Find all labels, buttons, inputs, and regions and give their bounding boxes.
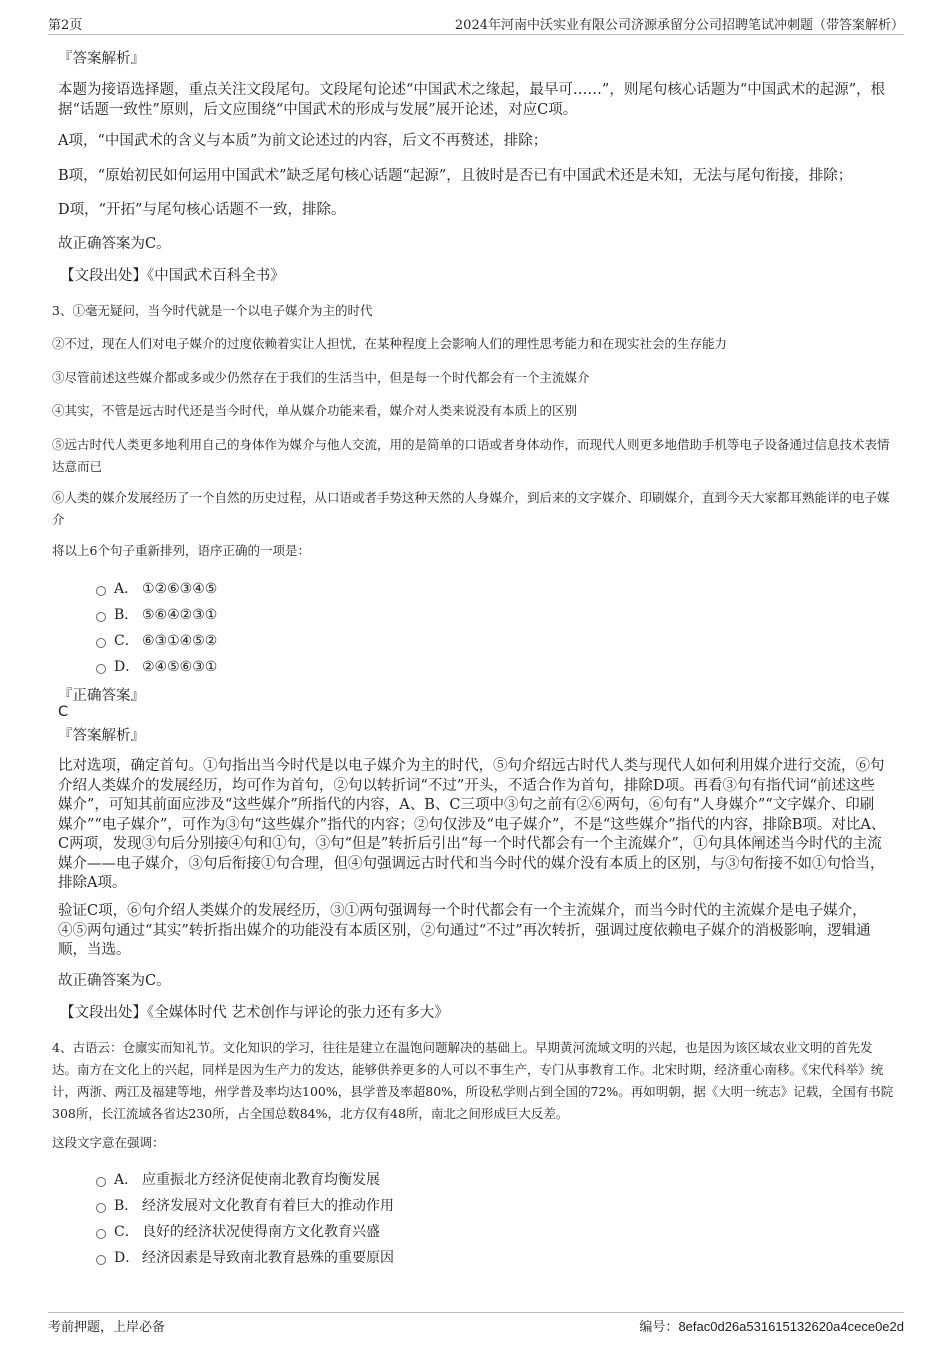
q3-sentence-4: ④其实，不管是远古时代还是当今时代，单从媒介功能来看，媒介对人类来说没有本质上的区别 bbox=[52, 403, 578, 418]
document-title: 2024年河南中沃实业有限公司济源承留分公司招聘笔试冲刺题（带答案解析） bbox=[454, 18, 904, 33]
page-number: 第2页 bbox=[48, 18, 83, 33]
radio-icon[interactable] bbox=[96, 1203, 106, 1213]
page-footer bbox=[48, 1312, 904, 1336]
radio-icon[interactable] bbox=[96, 1177, 106, 1187]
q3-sentence-5: ⑤远古时代人类更多地利用自己的身体作为媒介与他人交流，用的是简单的口语或者身体动作，而现代人则更多地借助手机等电子设备通过信息技术表情达意而已 bbox=[52, 437, 890, 474]
q2-analysis-a: A项，“中国武术的含义与本质”为前文论述过的内容，后文不再赘述，排除； bbox=[58, 133, 548, 149]
q3-sentence-3: ③尽管前述这些媒介都或多或少仍然存在于我们的生活当中，但是每一个时代都会有一个主流媒介 bbox=[52, 370, 590, 385]
q3-sentence-2: ②不过，现在人们对电子媒介的过度依赖着实让人担忧，在某种程度上会影响人们的理性思考能力和在现实社会的生存能力 bbox=[52, 336, 728, 351]
radio-icon[interactable] bbox=[96, 1229, 106, 1239]
footer-code: 编号：8efac0d26a531615132620a4cece0e2d bbox=[639, 1319, 904, 1335]
radio-icon[interactable] bbox=[96, 612, 106, 622]
q3-conclusion: 故正确答案为C。 bbox=[58, 973, 171, 989]
q2-analysis-b: B项，“原始初民如何运用中国武术”缺乏尾句核心话题“起源”，且彼时是否已有中国武术还是未知，无法与尾句衔接，排除； bbox=[58, 168, 853, 184]
q3-answer: C bbox=[58, 704, 69, 720]
radio-icon[interactable] bbox=[96, 1255, 106, 1265]
q3-analysis-p2: 验证C项，⑥句介绍人类媒介的发展经历，③①两句强调每一个时代都会有一个主流媒介，而当今时代的主流媒介是电子媒介，④⑤两句通过“其实”转折指出媒介的功能没有本质区别，②句通过“不过”再次转折，强调过度依赖电子媒介的消极影响，逻辑通顺，当选。 bbox=[58, 903, 871, 958]
q4-text: 4、古语云：仓廪实而知礼节。文化知识的学习，往往是建立在温饱问题解决的基础上。早期黄河流域文明的兴起，也是因为该区域农业文明的首先发达。南方在文化上的兴起，同样是因为生产力的发达，能够供养更多的人可以不事生产，专门从事教育工作。北宋时期，经济重心南移。《宋代科举》统计，两浙、两江及福建等地，州学普及率均达100%，县学普及率超80%，所设私学则占到全国的72%。再如明朝，据《大明一统志》记载，全国有书院308所，长江流域各省达230所，占全国总数84%，北方仅有48所，南北之间形成巨大反差。 bbox=[52, 1040, 894, 1121]
radio-icon[interactable] bbox=[96, 664, 106, 674]
q2-analysis-d: D项，“开拓”与尾句核心话题不一致，排除。 bbox=[58, 202, 346, 218]
q2-analysis-label: 『答案解析』 bbox=[58, 51, 145, 67]
q4-option-c[interactable]: C． 良好的经济状况使得南方文化教育兴盛 bbox=[96, 1222, 380, 1242]
q2-source: 【文段出处】《中国武术百科全书》 bbox=[60, 268, 285, 284]
radio-icon[interactable] bbox=[96, 638, 106, 648]
radio-icon[interactable] bbox=[96, 586, 106, 596]
q4-option-b[interactable]: B． 经济发展对文化教育有着巨大的推动作用 bbox=[96, 1196, 394, 1216]
q2-analysis-p1: 本题为接语选择题，重点关注文段尾句。文段尾句论述“中国武术之缘起，最早可……”，则尾句核心话题为“中国武术的起源”，根据“话题一致性”原则，后文应围绕“中国武术的形成与发展”展开论述，对应C项。 bbox=[58, 82, 886, 118]
q3-source: 【文段出处】《全媒体时代 艺术创作与评论的张力还有多大》 bbox=[60, 1005, 449, 1021]
q3-analysis-p1: 比对选项，确定首句。①句指出当今时代是以电子媒介为主的时代，⑤句介绍远古时代人类与现代人如何利用媒介进行交流，⑥句介绍人类媒介的发展经历，均可作为首句，②句以转折词“不过”开头，不适合作为首句，排除D项。再看③句有指代词“前述这些媒介”，可知其前面应涉及“这些媒介”所指代的内容，A、B、C三项中③句之前有②⑥两句，⑥句有“人身媒介”“文字媒介、印刷媒介”“电子媒介”，可作为③句“这些媒介”指代的内容；②句仅涉及“电子媒介”，不是“这些媒介”指代的内容，排除B项。对比A、C两项，发现③句后分别接④句和①句，③句“但是”转折后引出“每一个时代都会有一个主流媒介”，①句具体阐述当今时代的主流媒介——电子媒介，③句后衔接①句合理，但④句强调远古时代和当今时代的媒介没有本质上的区别，与③句衔接不如①句恰当，排除A项。 bbox=[58, 758, 886, 891]
q3-option-c[interactable]: C． ⑥③①④⑤② bbox=[96, 631, 217, 651]
q4-option-d[interactable]: D． 经济因素是导致南北教育悬殊的重要原因 bbox=[96, 1248, 394, 1268]
q3-option-d[interactable]: D． ②④⑤⑥③① bbox=[96, 657, 217, 677]
q3-option-a[interactable]: A． ①②⑥③④⑤ bbox=[96, 579, 217, 599]
q4-prompt: 这段文字意在强调： bbox=[52, 1135, 165, 1150]
q2-conclusion: 故正确答案为C。 bbox=[58, 236, 171, 252]
q3-prompt: 将以上6个句子重新排列，语序正确的一项是： bbox=[52, 543, 310, 558]
q3-sentence-6: ⑥人类的媒介发展经历了一个自然的历史过程，从口语或者手势这种天然的人身媒介，到后来的文字媒介、印刷媒介，直到今天大家都耳熟能详的电子媒介 bbox=[52, 490, 890, 527]
footer-slogan: 考前押题，上岸必备 bbox=[48, 1320, 166, 1335]
q3-sentence-1: 3、①毫无疑问，当今时代就是一个以电子媒介为主的时代 bbox=[52, 303, 373, 318]
q3-answer-label: 『正确答案』 bbox=[58, 688, 145, 704]
q3-analysis-label: 『答案解析』 bbox=[58, 728, 145, 744]
q3-option-b[interactable]: B． ⑤⑥④②③① bbox=[96, 605, 217, 625]
page-header bbox=[48, 14, 904, 35]
q4-option-a[interactable]: A． 应重振北方经济促使南北教育均衡发展 bbox=[96, 1170, 380, 1190]
